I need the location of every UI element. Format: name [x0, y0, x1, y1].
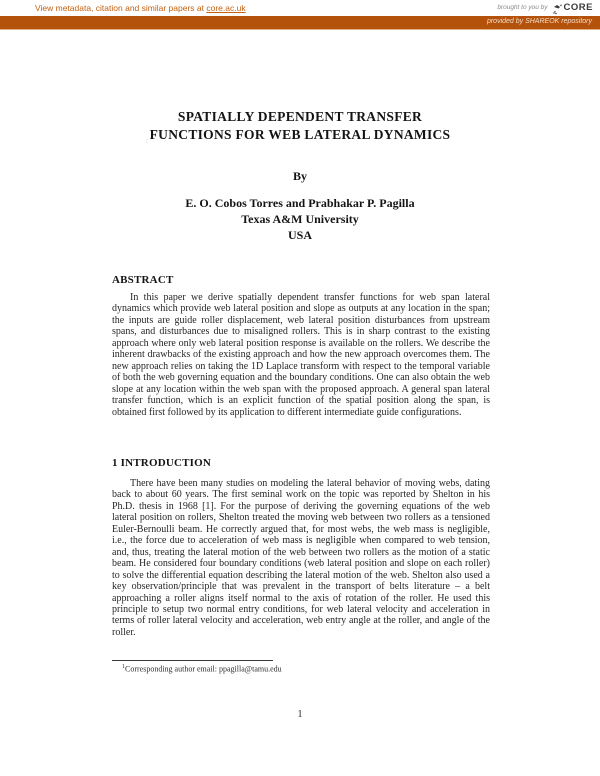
brought-to-you-by: [497, 2, 593, 13]
footnote-text: Corresponding author email: ppagilla@tamu.edu: [125, 664, 282, 674]
authors: E. O. Cobos Torres and Prabhakar P. Pagilla: [185, 196, 415, 210]
introduction-heading: 1 INTRODUCTION: [112, 457, 212, 469]
footnote-marker: 1: [122, 664, 125, 670]
stray-mark: :: [146, 137, 148, 145]
abstract-paragraph: In this paper we derive spatially dependent transfer functions for web span lateral dynamics which provide web lateral position and slope as outputs at any location in the span; the inputs are guide roller displacement, web lateral position disturbances from upstream spans, and disturbances due to misaligned rollers. This is in sharp contrast to the existing approach where only web lateral position response is available on the rollers. We describe the inherent drawbacks of the existing approach and how the new approach overcomes them. The new approach relies on taking the 1D Laplace transform with respect to the temporal variable of both the web governing equation and the boundary conditions. One can also obtain the web slope at any location within the web span with the proposed approach. A general span lateral transfer function, which is an explicit function of the spatial position along the span, is obtained first followed by its application to different intermediate guide configurations.: [112, 292, 490, 418]
paper-title-line1: SPATIALLY DEPENDENT TRANSFER: [177, 109, 423, 124]
paper-content: [0, 30, 600, 776]
country: USA: [287, 228, 312, 242]
core-logo-icon: [552, 2, 563, 13]
footnote: [122, 664, 490, 674]
brought-to-you-by-label: brought to you by: [497, 4, 548, 11]
paper-title-line2: FUNCTIONS FOR WEB LATERAL DYNAMICS: [149, 127, 451, 142]
core-logo[interactable]: [552, 2, 593, 13]
affiliation: Texas A&M University: [241, 212, 359, 226]
abstract-heading: ABSTRACT: [112, 274, 174, 286]
view-metadata-text: [35, 3, 246, 13]
core-logo-text: CORE: [563, 2, 593, 13]
byline: By: [292, 169, 307, 183]
core-banner-top: [0, 0, 600, 16]
view-metadata-label: View metadata, citation and similar papers at: [35, 3, 207, 13]
provided-by-label: provided by SHAREOK repository: [486, 18, 592, 25]
page-number: 1: [297, 709, 303, 720]
core-banner-bar: [0, 16, 600, 30]
paper-title: [0, 108, 600, 144]
footnote-rule: [112, 660, 273, 661]
core-ac-uk-link[interactable]: core.ac.uk: [206, 3, 246, 13]
introduction-paragraph: There have been many studies on modeling the lateral behavior of moving webs, dating back to about 60 years. The first seminal work on the topic was reported by Shelton in his Ph.D. thesis in 1968 [1]. For the purpose of deriving the governing equations of the web lateral position on rollers, Shelton treated the moving web between two rollers as a tensioned Euler-Bernoulli beam. He correctly argued that, for most webs, the web mass is negligible, i.e., the force due to acceleration of web mass is negligible when compared to web tension, and, thus, treating the lateral motion of the web between two rollers as the motion of a static beam. He considered four boundary conditions (web lateral position and slope on each roller) to solve the differential equation describing the lateral motion of the web. Shelton also used a key observation/principle that was prevalent in the transport of belts literature – a belt approaching a roller aligns itself normal to the axis of rotation of the roller. He used this principle to setup two normal entry conditions, for web lateral velocity and acceleration in terms of roller lateral velocity and acceleration, web entry angle at the roller, and angle of the roller.: [112, 478, 490, 638]
